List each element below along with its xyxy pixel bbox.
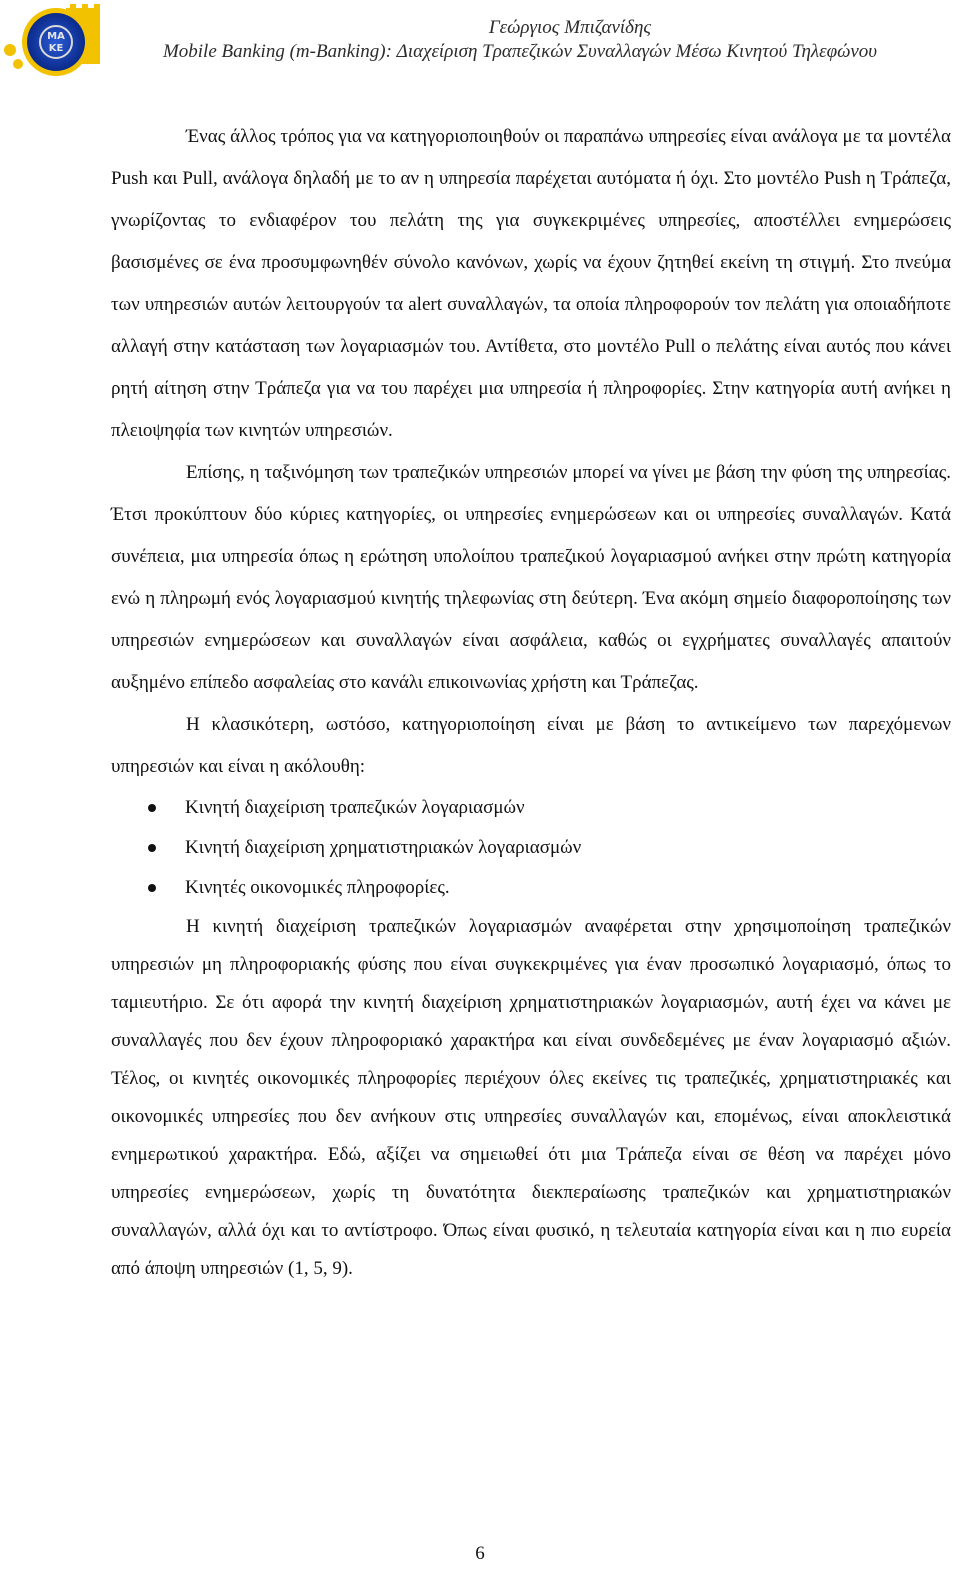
- category-list: [111, 788, 951, 908]
- header-author: Γεώργιος Μπιζανίδης: [488, 17, 652, 38]
- bullet-icon: [148, 844, 156, 852]
- running-header: [90, 16, 950, 64]
- bullet-icon: [148, 884, 156, 892]
- list-item: Κινητή διαχείριση χρηματιστηριακών λογαριασμών: [111, 828, 951, 868]
- header-title: Mobile Banking (m-Banking): Διαχείριση Τραπεζικών Συναλλαγών Μέσω Κινητού Τηλεφώνου: [162, 41, 878, 62]
- svg-text:ΜΑ: ΜΑ: [47, 31, 65, 42]
- paragraph-account-management: Η κινητή διαχείριση τραπεζικών λογαριασμών αναφέρεται στην χρησιμοποίηση τραπεζικών υπηρεσιών μη πληροφοριακής φύσης που είναι συγκεκριμένες για έναν προσωπικό λογαριασμό, όπως το ταμιευτήριο. Σε ότι αφορά την κινητή διαχείριση χρηματιστηριακών λογαριασμών, αυτή έχει να κάνει με συναλλαγές που δεν έχουν πληροφοριακό χαρακτήρα και είναι συνδεδεμένες με έναν λογαριασμό αξιών. Τέλος, οι κινητές οικονομικές πληροφορίες περιέχουν όλες εκείνες τις τραπεζικές, χρηματιστηριακές και οικονομικές υπηρεσίες που δεν ανήκουν στις υπηρεσίες συναλλαγών και, επομένως, είναι αποκλειστικά ενημερωτικού χαρακτήρα. Εδώ, αξίζει να σημειωθεί ότι μια Τράπεζα είναι σε θέση να παρέχει μόνο υπηρεσίες ενημερώσεων, χωρίς τη δυνατότητα διεκπεραίωσης τραπεζικών και χρηματιστηριακών συναλλαγών, αλλά όχι και το αντίστροφο. Όπως είναι φυσικό, η τελευταία κατηγορία είναι και η πιο ευρεία από άποψη υπηρεσιών (1, 5, 9).: [111, 916, 951, 1279]
- university-seal-logo: [4, 2, 104, 78]
- page-header: [0, 0, 960, 76]
- document-body: [111, 116, 951, 1288]
- svg-text:ΚΕ: ΚΕ: [48, 43, 64, 54]
- list-item: Κινητή διαχείριση τραπεζικών λογαριασμών: [111, 788, 951, 828]
- bullet-icon: [148, 804, 156, 812]
- page-number: 6: [475, 1543, 485, 1564]
- paragraph-service-nature: Επίσης, η ταξινόμηση των τραπεζικών υπηρεσιών μπορεί να γίνει με βάση την φύση της υπηρεσίας. Έτσι προκύπτουν δύο κύριες κατηγορίες, οι υπηρεσίες ενημερώσεων και οι υπηρεσίες συναλλαγών. Κατά συνέπεια, μια υπηρεσία όπως η ερώτηση υπολοίπου τραπεζικού λογαριασμού ανήκει στην πρώτη κατηγορία ενώ η πληρωμή ενός λογαριασμού κινητής τηλεφωνίας στη δεύτερη. Ένα ακόμη σημείο διαφοροποίησης των υπηρεσιών ενημερώσεων και συναλλαγών είναι ασφάλεια, καθώς οι εγχρήματες συναλλαγές απαιτούν αυξημένο επίπεδο ασφαλείας στο κανάλι επικοινωνίας χρήστη και Τράπεζας.: [111, 462, 951, 693]
- paragraph-classic-categorization: Η κλασικότερη, ωστόσο, κατηγοριοποίηση είναι με βάση το αντικείμενο των παρεχόμενων υπηρεσιών και είναι η ακόλουθη:: [111, 714, 951, 777]
- list-item: Κινητές οικονομικές πληροφορίες.: [111, 868, 951, 908]
- paragraph-push-pull: Ένας άλλος τρόπος για να κατηγοριοποιηθούν οι παραπάνω υπηρεσίες είναι ανάλογα με τα μοντέλα Push και Pull, ανάλογα δηλαδή με το αν η υπηρεσία παρέχεται αυτόματα ή όχι. Στο μοντέλο Push η Τράπεζα, γνωρίζοντας το ενδιαφέρον του πελάτη της για συγκεκριμένες υπηρεσίες, αποστέλλει ενημερώσεις βασισμένες σε ένα προσυμφωνηθέν σύνολο κανόνων, χωρίς να έχουν ζητηθεί εκείνη τη στιγμή. Στο πνεύμα των υπηρεσιών αυτών λειτουργούν τα alert συναλλαγών, τα οποία πληροφορούν τον πελάτη για οποιαδήποτε αλλαγή στην κατάσταση των λογαριασμών του. Αντίθετα, στο μοντέλο Pull ο πελάτης είναι αυτός που κάνει ρητή αίτηση στην Τράπεζα για να του παρέχει μια υπηρεσία ή πληροφορίες. Στην κατηγορία αυτή ανήκει η πλειοψηφία των κινητών υπηρεσιών.: [111, 126, 951, 441]
